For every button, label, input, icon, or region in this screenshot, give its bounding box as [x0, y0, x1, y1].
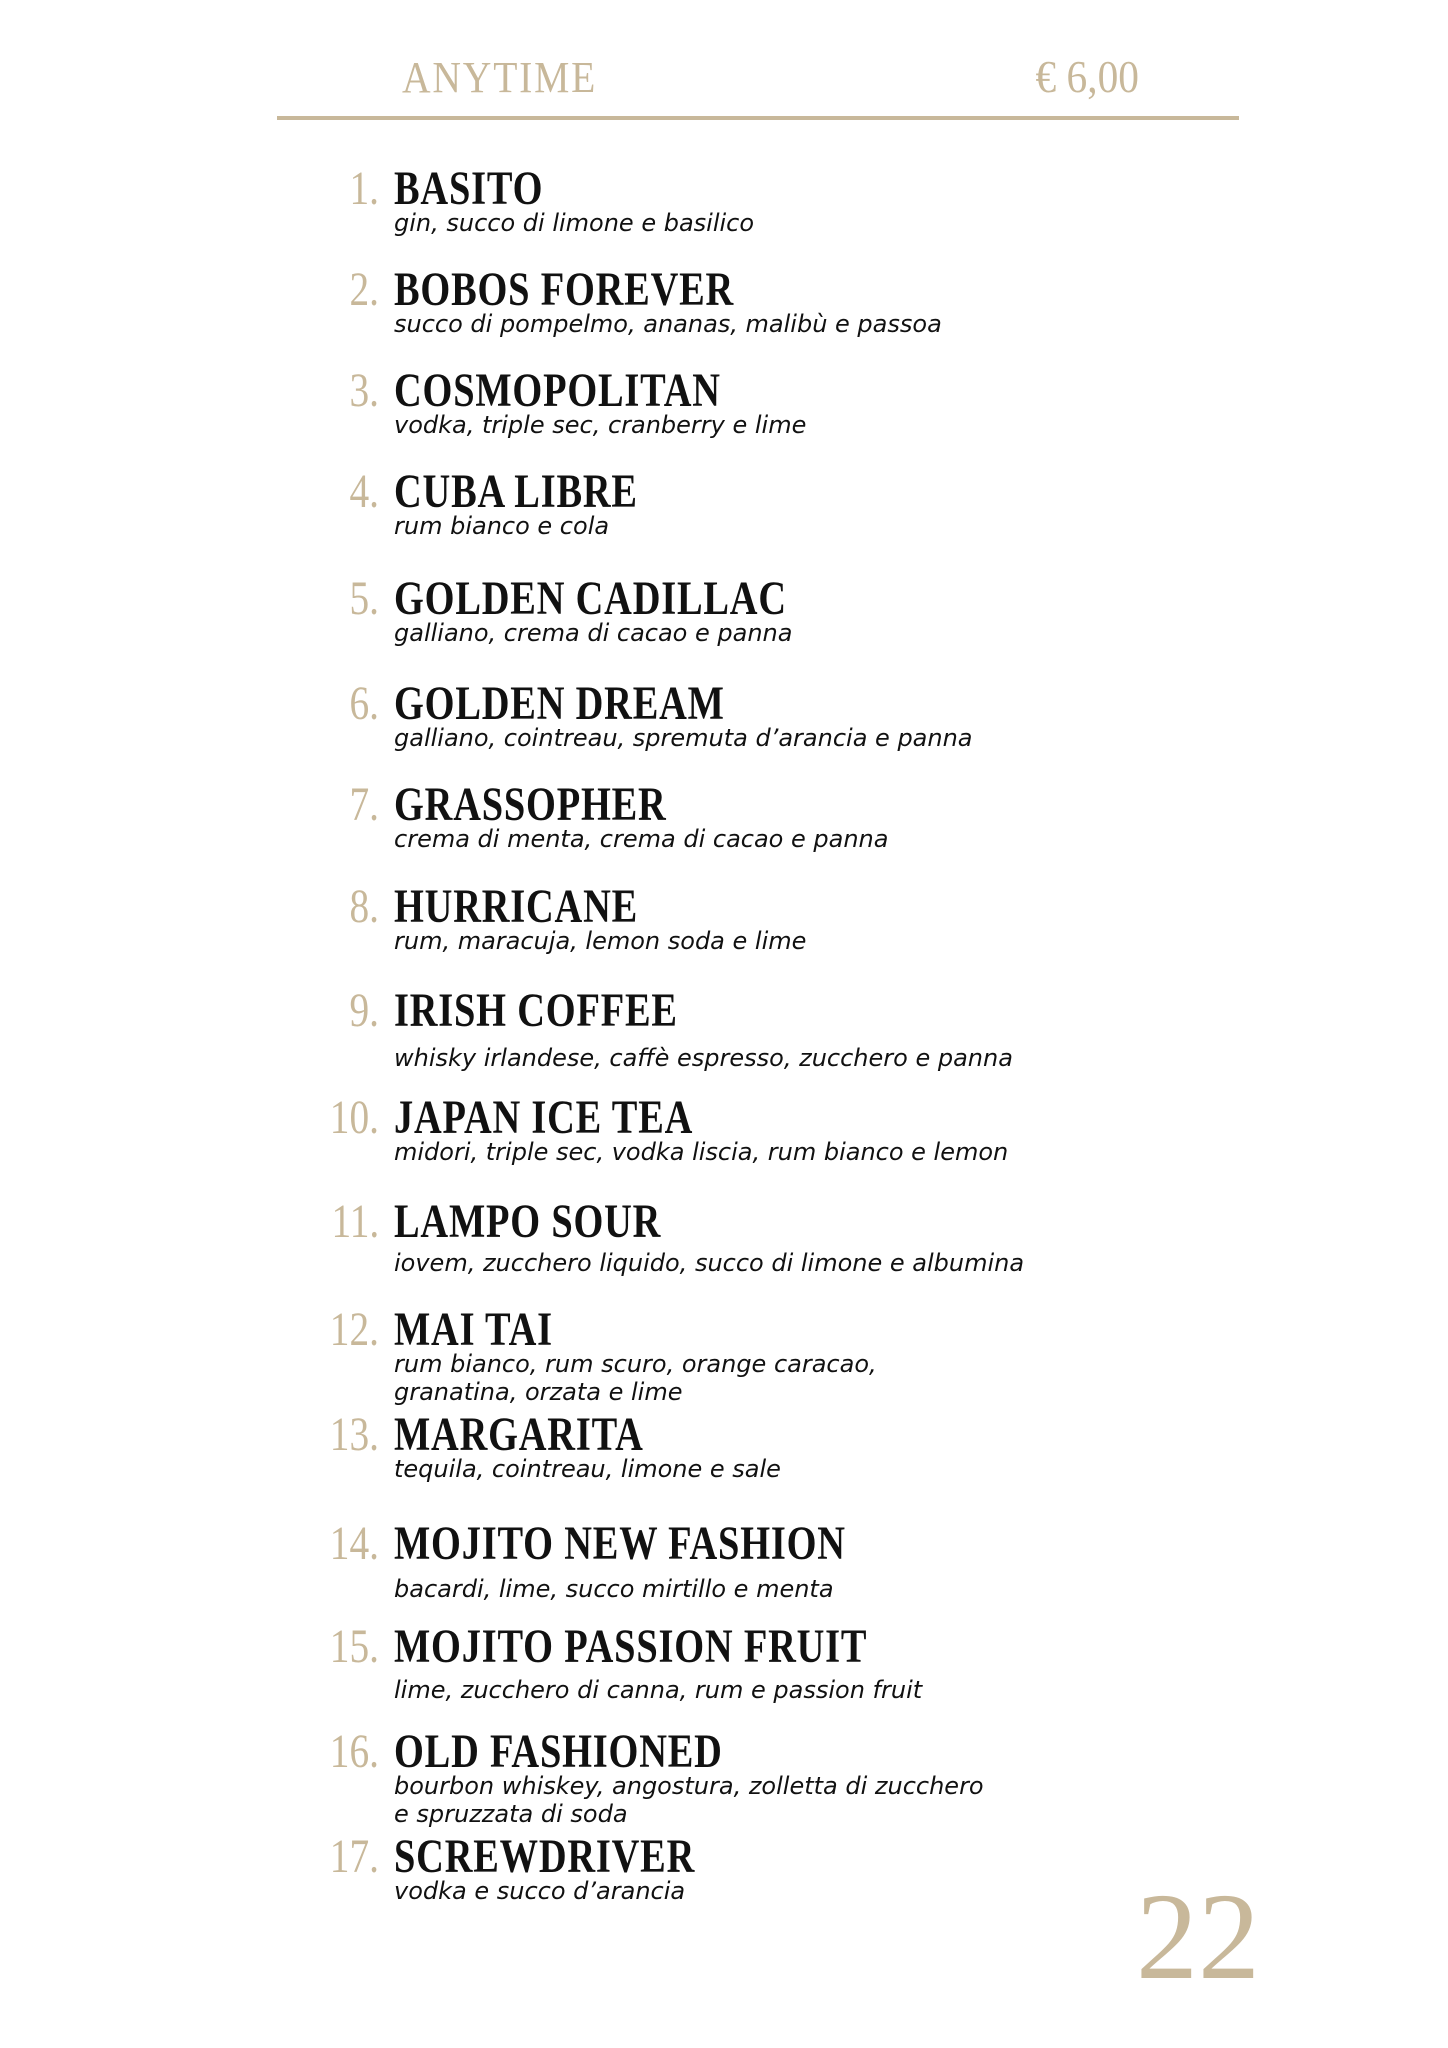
item-number: 7.: [349, 778, 379, 831]
item-description: bacardi, lime, succo mirtillo e menta: [394, 1575, 834, 1603]
item-number: 16.: [329, 1725, 379, 1778]
item-number: 13.: [329, 1408, 379, 1461]
item-description: bourbon whiskey, angostura, zolletta di zucchero e spruzzata di soda: [394, 1772, 984, 1828]
item-name: SCREWDRIVER: [394, 1830, 696, 1883]
item-description: midori, triple sec, vodka liscia, rum bianco e lemon: [394, 1138, 1009, 1166]
item-number: 5.: [349, 572, 379, 625]
item-name: CUBA LIBRE: [394, 465, 638, 518]
item-name: GOLDEN CADILLAC: [394, 572, 787, 625]
item-name: GOLDEN DREAM: [394, 677, 725, 730]
item-number: 15.: [329, 1620, 379, 1673]
item-description: rum bianco e cola: [394, 512, 610, 540]
item-name: MOJITO NEW FASHION: [394, 1517, 846, 1570]
section-price: € 6,00: [1035, 51, 1139, 102]
item-number: 12.: [329, 1303, 379, 1356]
page-number: 22: [1136, 1868, 1260, 2005]
item-number: 14.: [329, 1517, 379, 1570]
item-name: MARGARITA: [394, 1408, 644, 1461]
item-number: 10.: [329, 1091, 379, 1144]
item-description: iovem, zucchero liquido, succo di limone e albumina: [394, 1249, 1025, 1277]
item-number: 11.: [331, 1195, 379, 1248]
item-name: MAI TAI: [394, 1303, 553, 1356]
item-description: succo di pompelmo, ananas, malibù e passoa: [394, 310, 942, 338]
item-description: rum bianco, rum scuro, orange caracao, granatina, orzata e lime: [394, 1350, 877, 1406]
item-description: vodka e succo d’arancia: [394, 1877, 686, 1905]
item-number: 2.: [349, 263, 379, 316]
item-description: crema di menta, crema di cacao e panna: [394, 825, 889, 853]
item-name: HURRICANE: [394, 880, 639, 933]
item-name: OLD FASHIONED: [394, 1725, 723, 1778]
item-description: tequila, cointreau, limone e sale: [394, 1455, 781, 1483]
item-name: GRASSOPHER: [394, 778, 667, 831]
item-description: galliano, cointreau, spremuta d’arancia e panna: [394, 724, 973, 752]
section-title: ANYTIME: [402, 53, 598, 102]
item-number: 9.: [349, 984, 379, 1037]
item-number: 3.: [349, 364, 379, 417]
item-name: IRISH COFFEE: [394, 984, 678, 1037]
item-number: 6.: [349, 677, 379, 730]
item-description: whisky irlandese, caffè espresso, zucchero e panna: [394, 1044, 1013, 1072]
item-name: MOJITO PASSION FRUIT: [394, 1620, 868, 1673]
item-name: JAPAN ICE TEA: [394, 1091, 694, 1144]
item-number: 4.: [349, 465, 379, 518]
item-description: rum, maracuja, lemon soda e lime: [394, 927, 807, 955]
item-description: vodka, triple sec, cranberry e lime: [394, 411, 807, 439]
item-name: BOBOS FOREVER: [394, 263, 735, 316]
item-name: COSMOPOLITAN: [394, 364, 721, 417]
item-number: 1.: [349, 162, 379, 215]
item-name: LAMPO SOUR: [394, 1195, 662, 1248]
item-description: lime, zucchero di canna, rum e passion fruit: [394, 1676, 923, 1704]
item-description: gin, succo di limone e basilico: [394, 209, 755, 237]
item-number: 8.: [349, 880, 379, 933]
item-number: 17.: [329, 1830, 379, 1883]
item-description: galliano, crema di cacao e panna: [394, 619, 793, 647]
item-name: BASITO: [394, 162, 544, 215]
